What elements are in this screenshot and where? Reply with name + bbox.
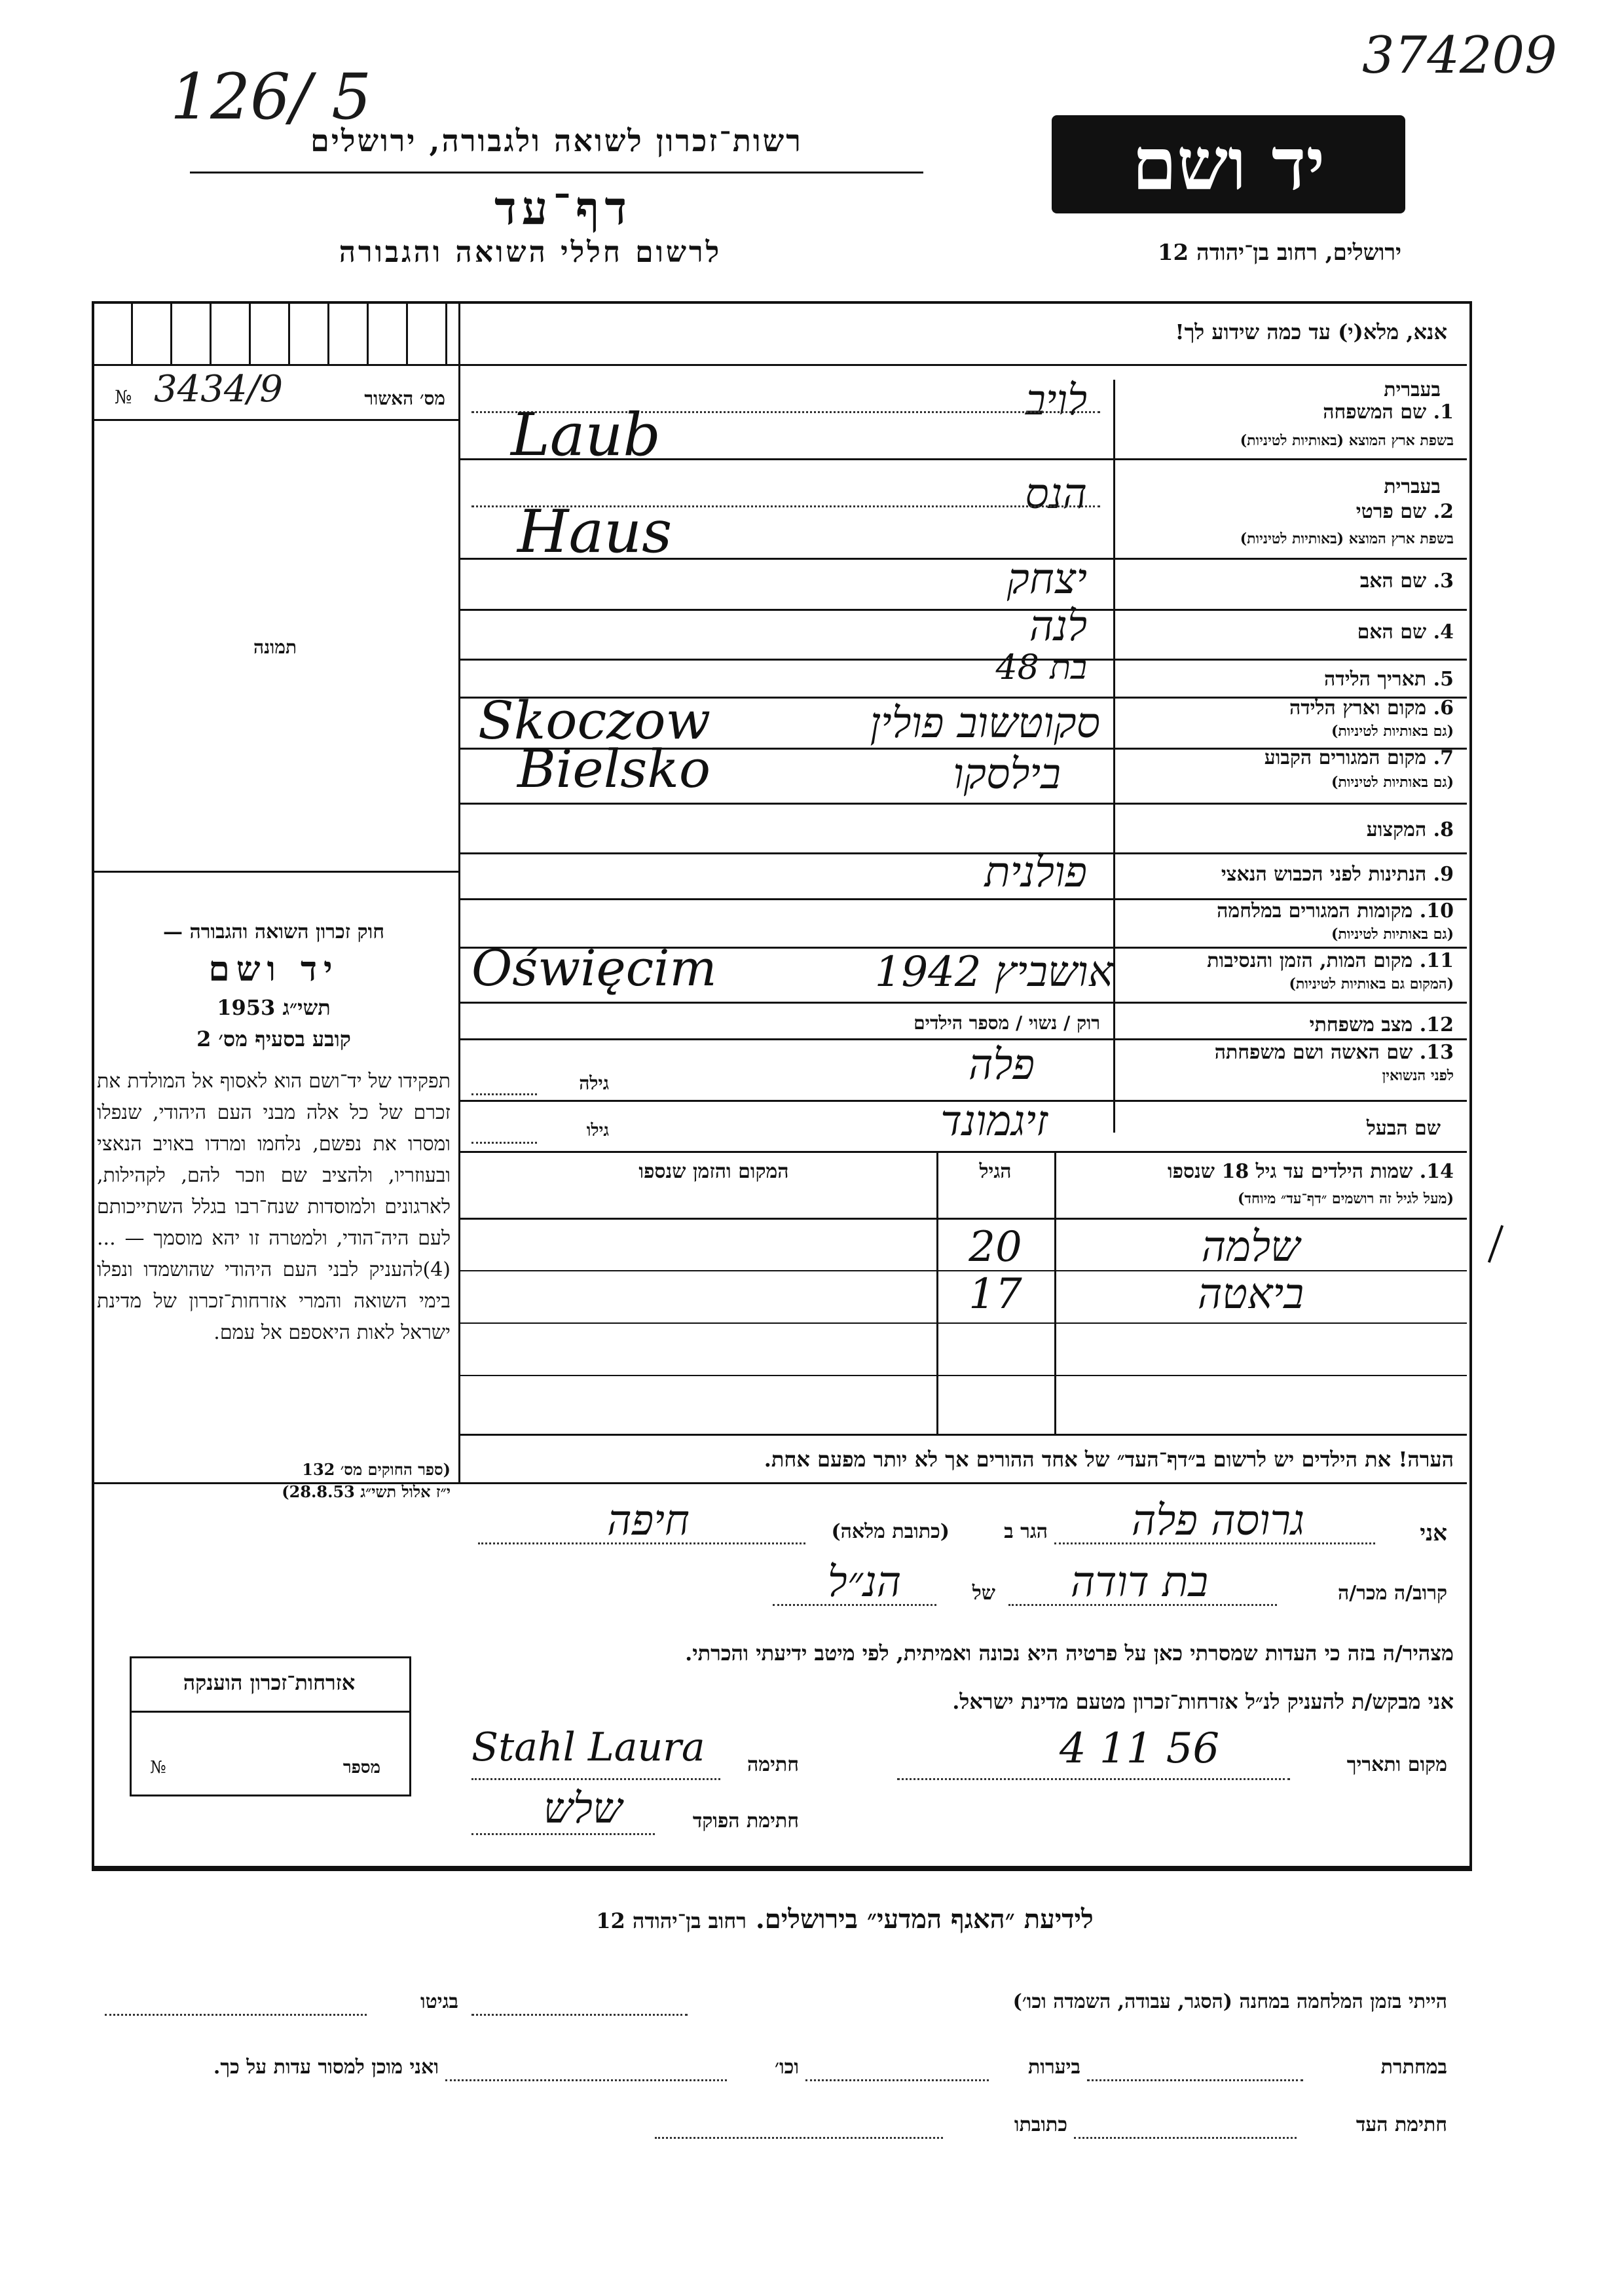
handwritten-reference: 126/ 5 (170, 60, 372, 134)
header-rule (190, 172, 923, 173)
children-row-3-rule (458, 1375, 1467, 1376)
field-husband-value[interactable]: זיגמונד (940, 1097, 1048, 1146)
field-3-name: שם האב (1359, 570, 1427, 592)
field-6-label (1126, 697, 1454, 720)
info-line1-camp: הייתי בזמן המלחמה במחנה (הסגר, עבודה, השמדה וכו׳) (1012, 1990, 1447, 2013)
info-line2-etc: וכו׳ (775, 2056, 799, 2079)
info-line2-underground: במחתרת (1380, 2056, 1447, 2079)
field-1-name: שם המשפחה (1323, 401, 1427, 424)
left-column-divider (458, 304, 460, 1482)
field-10-num: 10. (1419, 900, 1454, 922)
field-11-label (1113, 949, 1454, 972)
photo-strip-rule (92, 364, 458, 366)
field-4-num: 4. (1433, 621, 1454, 644)
field-5-label (1126, 668, 1454, 691)
field-2-label (1126, 500, 1454, 523)
field-husband-age-label: גילו (586, 1121, 609, 1140)
field-11-num: 11. (1419, 949, 1454, 972)
children-col-place: המקום והזמן שנספו (638, 1160, 789, 1183)
place-date-label: מקום ותאריך (1346, 1753, 1447, 1776)
declarant-of-label: של (972, 1582, 995, 1605)
archive-number: 374209 (1362, 26, 1557, 85)
law-clause: קובע בסעיף מס׳ 2 (196, 1027, 351, 1051)
info-line2-forests: ביערות (1027, 2056, 1080, 2079)
field-6-value-latin[interactable]: Skoczow (478, 690, 711, 751)
row-1-rule (458, 458, 1467, 460)
field-10-label (1120, 900, 1454, 922)
children-age-col-divider-left (936, 1151, 938, 1434)
instruction-rule (458, 364, 1467, 366)
info-line3-address-field (655, 2137, 943, 2139)
label-column-divider (1113, 380, 1115, 1133)
approval-number: 3434/9 (154, 368, 284, 410)
field-1-num: 1. (1433, 401, 1454, 424)
field-7-note: (גם באותיות לטיניות) (1331, 774, 1454, 791)
field-7-label (1126, 746, 1454, 769)
declarant-of-value[interactable]: הנ״ל (827, 1558, 902, 1607)
field-9-num: 9. (1433, 863, 1454, 886)
field-6-num: 6. (1433, 697, 1454, 720)
field-7-value-latin[interactable]: Bielsko (517, 738, 710, 799)
law-year: תשי״ג 1953 (217, 995, 331, 1020)
field-husband-label: שם הבעל (1366, 1117, 1441, 1140)
field-4-name: שם האם (1357, 621, 1427, 644)
approval-label: מס׳ האשור (364, 388, 445, 409)
yad-vashem-logo (1052, 115, 1405, 213)
info-top-rule (92, 1866, 1469, 1869)
children-col-age: הגיל (979, 1160, 1012, 1183)
info-line1-camp-field (471, 2014, 688, 2016)
remark-top-rule (458, 1434, 1467, 1436)
declarant-address-line (478, 1542, 805, 1544)
certificate-number-label: מספר (342, 1758, 380, 1777)
field-9-label (1120, 863, 1454, 886)
field-1-value-hebrew[interactable]: לויב (1025, 376, 1087, 425)
info-line2-underground-field (1087, 2079, 1303, 2081)
field-12-label (1126, 1013, 1454, 1036)
row-husband-rule (458, 1151, 1467, 1153)
field-1-note: בשפת ארץ המוצא (באותיות לטיניות) (1240, 432, 1454, 449)
field-8-label (1126, 818, 1454, 841)
info-line2-forests-field (805, 2079, 989, 2081)
field-11-note: (המקום גם באותיות לטיניות) (1289, 975, 1454, 993)
request-text: אני מבקש/ת להעניק לנ״ל אזרחות־זכרון מטעם מדינת ישראל. (952, 1689, 1454, 1714)
info-line2-willing: ואני מוכן למסור עדות על כך. (213, 2056, 439, 2079)
approval-no-mark: № (115, 386, 132, 408)
field-2-name: שם פרטי (1356, 500, 1427, 523)
row-11-rule (458, 1002, 1467, 1004)
photo-strip (92, 304, 458, 364)
place-date-line (897, 1778, 1290, 1780)
law-date: י״ז אלול תשי״ג 28.8.53) (282, 1482, 451, 1501)
declarant-resides-label: הגר ב (1004, 1520, 1048, 1543)
right-margin-mark (1488, 1225, 1504, 1263)
info-line3-witness-sign: חתימת העד (1356, 2113, 1447, 2136)
field-11-value-hebrew[interactable]: אושביץ 1942 (874, 948, 1113, 996)
field-12-num: 12. (1419, 1013, 1454, 1036)
signature-line (471, 1778, 720, 1780)
field-10-name: מקומות המגורים במלחמה (1217, 900, 1413, 922)
child-2-name[interactable]: ביאטה (1197, 1270, 1304, 1319)
field-2-num: 2. (1433, 500, 1454, 523)
info-address: רחוב בן־יהודה 12 (596, 1908, 747, 1933)
field-3-value[interactable]: יצחק (1006, 555, 1087, 604)
info-title-text: לידיעת ״האגף המדעי״ בירושלים. (755, 1904, 1094, 1935)
field-13-name: שם האשה ושם משפחתה (1214, 1041, 1413, 1064)
field-8-num: 8. (1433, 818, 1454, 841)
field-2-hebrew-tag: בעברית (1384, 475, 1441, 498)
field-13-age-line (471, 1093, 537, 1095)
info-title (485, 1904, 1205, 1935)
field-2-note: בשפת ארץ המוצא (באותיות לטיניות) (1240, 530, 1454, 547)
instruction-text: אנא, מלא(י) עד כמה שידוע לך! (1175, 319, 1447, 344)
declarant-name[interactable]: גרוסה פלה (1131, 1497, 1305, 1545)
certificate-no-mark: № (150, 1758, 166, 1777)
declarant-address[interactable]: חיפה (607, 1497, 690, 1545)
remark-bottom-rule (458, 1482, 1467, 1484)
official-sign-value[interactable]: שלש (543, 1785, 623, 1833)
signature-label: חתימה (747, 1753, 799, 1776)
field-5-num: 5. (1433, 668, 1454, 691)
declarant-ani-label: אני (1420, 1520, 1447, 1546)
field-5-name: תאריך הלידה (1324, 668, 1427, 691)
page-subtitle: לרשום חללי השואה והגבורה (339, 236, 722, 269)
photo-bottom-rule (92, 871, 458, 873)
field-7-num: 7. (1433, 746, 1454, 769)
field-12-name: מצב משפחתי (1309, 1013, 1413, 1036)
field-6-note: (גם באותיות לטיניות) (1331, 723, 1454, 740)
official-sign-line (471, 1833, 655, 1835)
field-7-value-hebrew[interactable]: בילסקו (953, 750, 1061, 799)
info-line1-ghetto: בגיטו (420, 1990, 458, 2013)
field-13-label (1120, 1041, 1454, 1064)
remark-text: הערה! את הילדים יש לרשום ב״דף־העד״ של אחד ההורים אך לא יותר מפעם אחת. (764, 1447, 1454, 1472)
info-line2-etc-field (445, 2079, 727, 2081)
field-13-num: 13. (1419, 1041, 1454, 1064)
field-8-name: המקצוע (1366, 818, 1427, 841)
field-2-value-latin[interactable]: Haus (517, 498, 673, 566)
child-2-age[interactable]: 17 (969, 1270, 1022, 1319)
declarant-relation[interactable]: בת דודה (1070, 1558, 1209, 1607)
field-9-value[interactable]: פולנית (984, 848, 1087, 897)
field-2-value-hebrew[interactable]: הנס (1025, 470, 1087, 519)
field-13-age-label: גילה (579, 1072, 609, 1094)
field-4-label (1126, 621, 1454, 644)
field-7-name: מקום המגורים הקבוע (1264, 746, 1427, 769)
field-husband-age-line (471, 1142, 537, 1144)
logo-text: יד ושם (1132, 122, 1325, 206)
approval-rule (92, 419, 458, 421)
field-1-label (1126, 401, 1454, 424)
field-10-note: (גם באותיות לטיניות) (1331, 926, 1454, 943)
field-6-value-hebrew[interactable]: סקוטשוב פולין (870, 699, 1100, 748)
children-title: 14. שמות הילדים עד גיל 18 שנספו (1167, 1160, 1454, 1183)
info-line3-witness-sign-field (1074, 2137, 1297, 2139)
field-1-hebrew-tag: בעברית (1384, 378, 1441, 401)
declarant-address-label: (כתובת מלאה) (831, 1520, 950, 1543)
left-column-bottom-rule (92, 1482, 458, 1484)
field-11-value-latin[interactable]: Oświęcim (471, 939, 717, 997)
law-text: תפקידו של יד־ושם הוא לאסוף אל המולדת את זכרם של כל אלה מבני העם היהודי, שנפלו ומסרו את נפשם, נלחמו ומרדו באויב הנאצי ובעוזריו, ולהציב שם וזכר להם, לקהילות, לארגונים ולמוסדות שנח־רבו בגלל השתייכותם לעם היה־הודי, ולמטרה זו יהא מוסמך — ...(4)להעניק לבני העם היהודי שהושמדו ונפלו בימי השואה והמרי אזרחות־זכרון של מדינת ישראל לאות היאספם אל עמם. (97, 1070, 451, 1344)
field-1-value-latin[interactable]: Laub (511, 401, 661, 469)
field-3-label (1126, 570, 1454, 592)
photo-label: תמונה (253, 636, 297, 658)
declarant-relation-line (1008, 1604, 1277, 1606)
law-title: חוק זכרון השואה והגבורה — (163, 920, 384, 943)
address: ירושלים, רחוב בן־יהודה 12 (1157, 240, 1401, 266)
page-title: דף־עד (494, 181, 632, 235)
authority-line: רשות־זכרון לשואה ולגבורה, ירושלים (310, 123, 803, 158)
law-name: יד ושם (208, 949, 339, 989)
declarant-of-line (773, 1604, 936, 1606)
field-9-name: הנתינות לפני הכבוש הנאצי (1221, 863, 1427, 886)
row-7-rule (458, 803, 1467, 805)
children-age-col-divider-right (1054, 1151, 1056, 1434)
field-13-value[interactable]: פלה (969, 1041, 1035, 1089)
certificate-rule (132, 1711, 409, 1713)
declarant-name-line (1054, 1542, 1375, 1544)
certificate-box (130, 1656, 411, 1796)
official-sign-label: חתימת הפוקד (692, 1810, 799, 1832)
declaration-text: מצהיר/ה בזה כי העדות שמסרתי כאן על פרטיה היא נכונה ואמיתית, לפי מיטב ידיעתי והכרתי. (685, 1641, 1454, 1666)
row-12-rule (458, 1038, 1467, 1040)
field-6-name: מקום וארץ הלידה (1289, 697, 1427, 720)
law-source: (ספר החוקים מס׳ 132 (302, 1460, 451, 1479)
signature-value[interactable]: Stahl Laura (471, 1724, 705, 1770)
declarant-relation-label: קרוב/ה מכר/ה (1338, 1582, 1447, 1605)
certificate-title: אזרחות־זכרון הוענקה (183, 1670, 356, 1695)
field-12-right-note: רוק / נשוי / מספר הילדים (913, 1012, 1100, 1034)
field-4-value[interactable]: לנה (1029, 602, 1087, 651)
field-5-value[interactable]: בת 48 (995, 648, 1087, 687)
children-note: (מעל לגיל זה רושמים ״דף־עד״ מיוחד) (1237, 1190, 1454, 1207)
field-11-name: מקום המות, הזמן והנסיבות (1207, 949, 1413, 972)
child-1-age[interactable]: 20 (969, 1223, 1022, 1271)
children-header-rule (458, 1218, 1467, 1220)
children-row-2-rule (458, 1322, 1467, 1324)
field-3-num: 3. (1433, 570, 1454, 592)
place-date-value[interactable]: 4 11 56 (1059, 1724, 1220, 1773)
field-13-note: לפני הנשואין (1382, 1067, 1454, 1084)
child-1-name[interactable]: שלמה (1201, 1223, 1301, 1271)
info-line3-address: כתובתו (1014, 2113, 1067, 2136)
info-line1-ghetto-field (105, 2014, 367, 2016)
